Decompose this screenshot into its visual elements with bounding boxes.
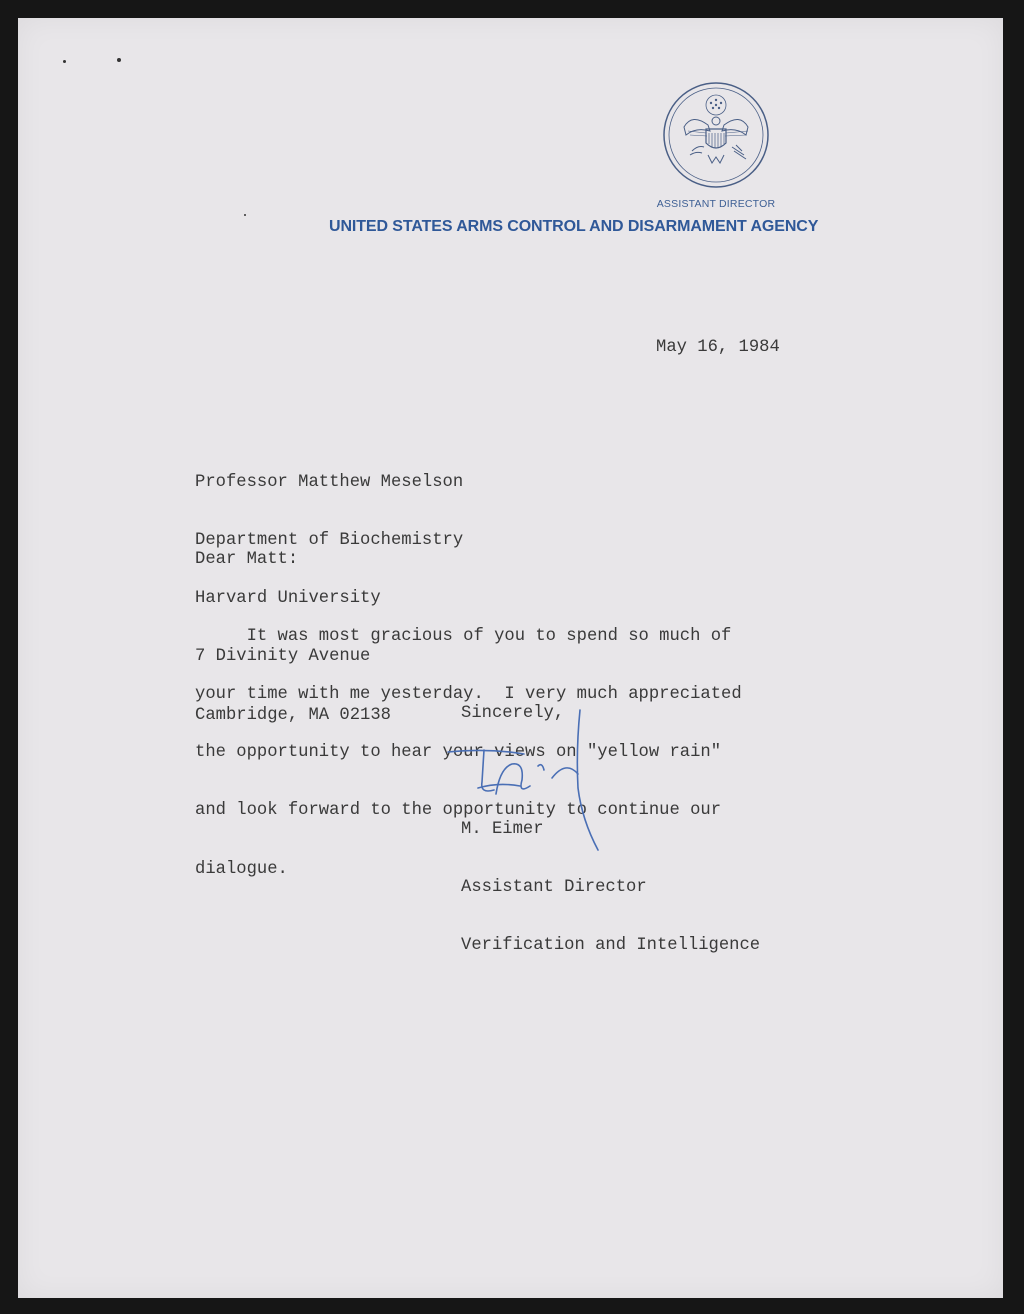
address-line: 7 Divinity Avenue [195, 647, 371, 667]
signer-division: Verification and Intelligence [461, 936, 761, 956]
salutation: Dear Matt: [195, 550, 299, 569]
great-seal-icon [662, 81, 770, 189]
address-line: Harvard University [195, 589, 381, 609]
paper-speck [63, 60, 66, 63]
body-line: your time with me yesterday. I very much appreciated [195, 685, 742, 705]
handwritten-signature [438, 690, 638, 860]
address-line: Professor Matthew Meselson [195, 472, 464, 492]
signer-title: Assistant Director [461, 878, 647, 898]
body-line: and look forward to the opportunity to continue our [195, 801, 722, 821]
letterhead-title: ASSISTANT DIRECTOR [656, 198, 776, 210]
paper-speck [117, 58, 121, 62]
body-line: It was most gracious of you to spend so much of [195, 626, 732, 646]
body-line: the opportunity to hear your views on "yellow rain" [195, 743, 722, 763]
address-line: Cambridge, MA 02138 [195, 705, 391, 725]
letter-date: May 16, 1984 [656, 338, 780, 357]
signer-name: M. Eimer [461, 819, 544, 839]
letter-page [18, 18, 1003, 1298]
valediction: Sincerely, [461, 704, 565, 723]
address-line: Department of Biochemistry [195, 531, 464, 551]
paper-speck [244, 214, 246, 216]
agency-name: UNITED STATES ARMS CONTROL AND DISARMAMENT AGENCY [329, 218, 819, 235]
body-line: dialogue. [195, 859, 288, 879]
